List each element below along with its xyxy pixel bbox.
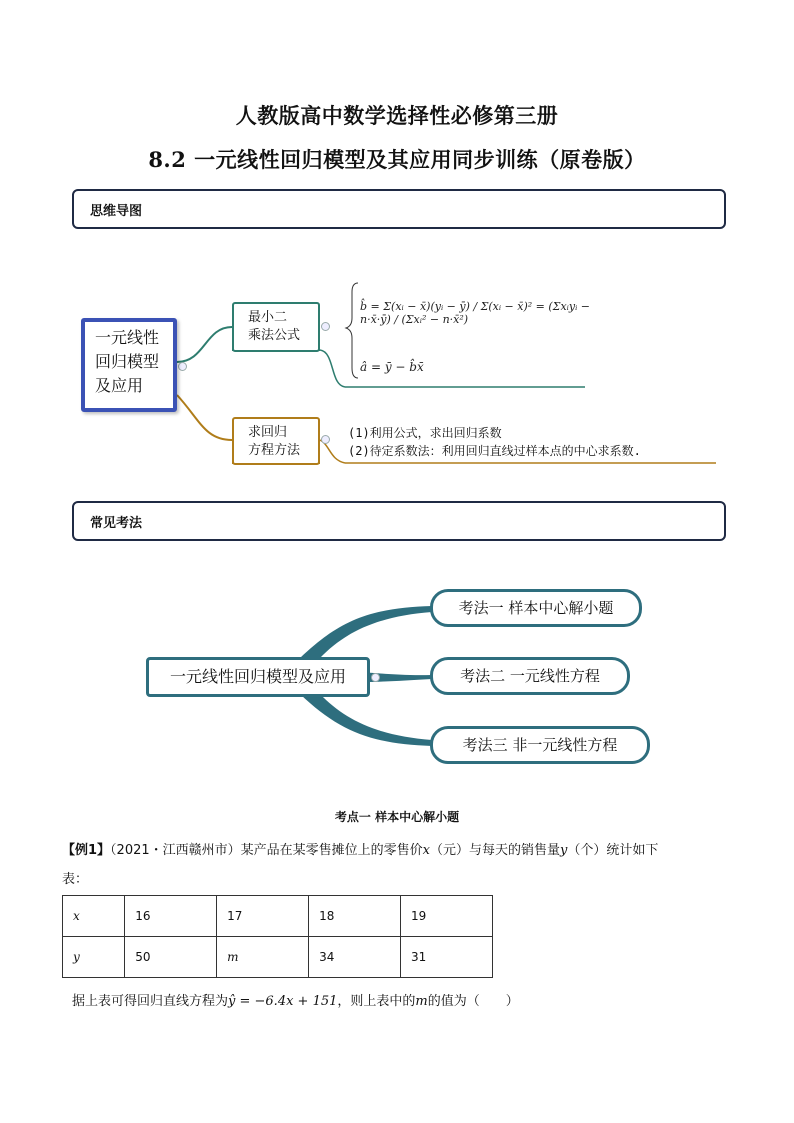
- exam-method-2-node: 考法二 一元线性方程: [430, 657, 630, 695]
- example-1-paragraph: 【例1】（2021・江西赣州市）某产品在某零售摊位上的零售价x（元）与每天的销售量y（个）统计如下: [62, 843, 659, 858]
- table-row: [63, 896, 493, 937]
- exam-map-connectors: [0, 560, 794, 790]
- formula-b-hat: b̂ = Σ(xᵢ − x̄)(yᵢ − ȳ) / Σ(xᵢ − x̄)² = (Σxᵢyᵢ − n·x̄·ȳ) / (Σxᵢ² − n·x̄²): [360, 300, 591, 326]
- method-note-1: (1)利用公式，求出回归系数: [348, 426, 502, 440]
- table-cell: m: [217, 937, 309, 978]
- mind-map-root-node: [81, 318, 177, 412]
- table-cell: 18: [309, 896, 401, 937]
- table-cell: 50: [125, 937, 217, 978]
- table-row: [63, 937, 493, 978]
- exam-map-center-node: 一元线性回归模型及应用: [146, 657, 370, 697]
- exam-method-1-node: 考法一 样本中心解小题: [430, 589, 642, 627]
- branch-equation-method-node: 求回归 方程方法: [232, 417, 320, 465]
- section-common-methods-label: 常见考法: [90, 516, 143, 531]
- branch2-collapse-handle[interactable]: [321, 435, 330, 444]
- exam-method-3-node: 考法三 非一元线性方程: [430, 726, 650, 764]
- branch1-collapse-handle[interactable]: [321, 322, 330, 331]
- regression-equation: ŷ = −6.4x + 151: [228, 994, 338, 1009]
- table-cell: 16: [125, 896, 217, 937]
- question-line: 据上表可得回归直线方程为ŷ = −6.4x + 151，则上表中的m的值为（ ）: [72, 994, 519, 1009]
- formula-a-hat: â = ȳ − b̂x̄: [360, 360, 424, 374]
- example-label: 【例1】: [62, 843, 111, 858]
- section-common-methods: [72, 501, 726, 541]
- doc-title-line1: 人教版高中数学选择性必修第三册: [235, 103, 559, 128]
- table-cell: 17: [217, 896, 309, 937]
- subheading-key-point-1: 考点一 样本中心解小题: [334, 810, 460, 824]
- root-node-text: 一元线性 回归模型 及应用: [95, 328, 160, 395]
- root-collapse-handle[interactable]: [178, 362, 187, 371]
- method-note-2: (2)待定系数法：利用回归直线过样本点的中心求系数.: [348, 444, 641, 458]
- doc-title-line2: 8.2 一元线性回归模型及其应用同步训练（原卷版）: [148, 147, 646, 172]
- section-mind-map-label: 思维导图: [90, 204, 143, 219]
- branch-least-squares-node: 最小二 乘法公式: [232, 302, 320, 352]
- data-table: [62, 895, 493, 978]
- example-1-paragraph-cont: 表：: [62, 872, 89, 887]
- exam-map-collapse-handle[interactable]: [371, 673, 380, 682]
- table-cell: 19: [401, 896, 493, 937]
- table-cell: y: [63, 937, 125, 978]
- table-cell: x: [63, 896, 125, 937]
- table-cell: 34: [309, 937, 401, 978]
- table-cell: 31: [401, 937, 493, 978]
